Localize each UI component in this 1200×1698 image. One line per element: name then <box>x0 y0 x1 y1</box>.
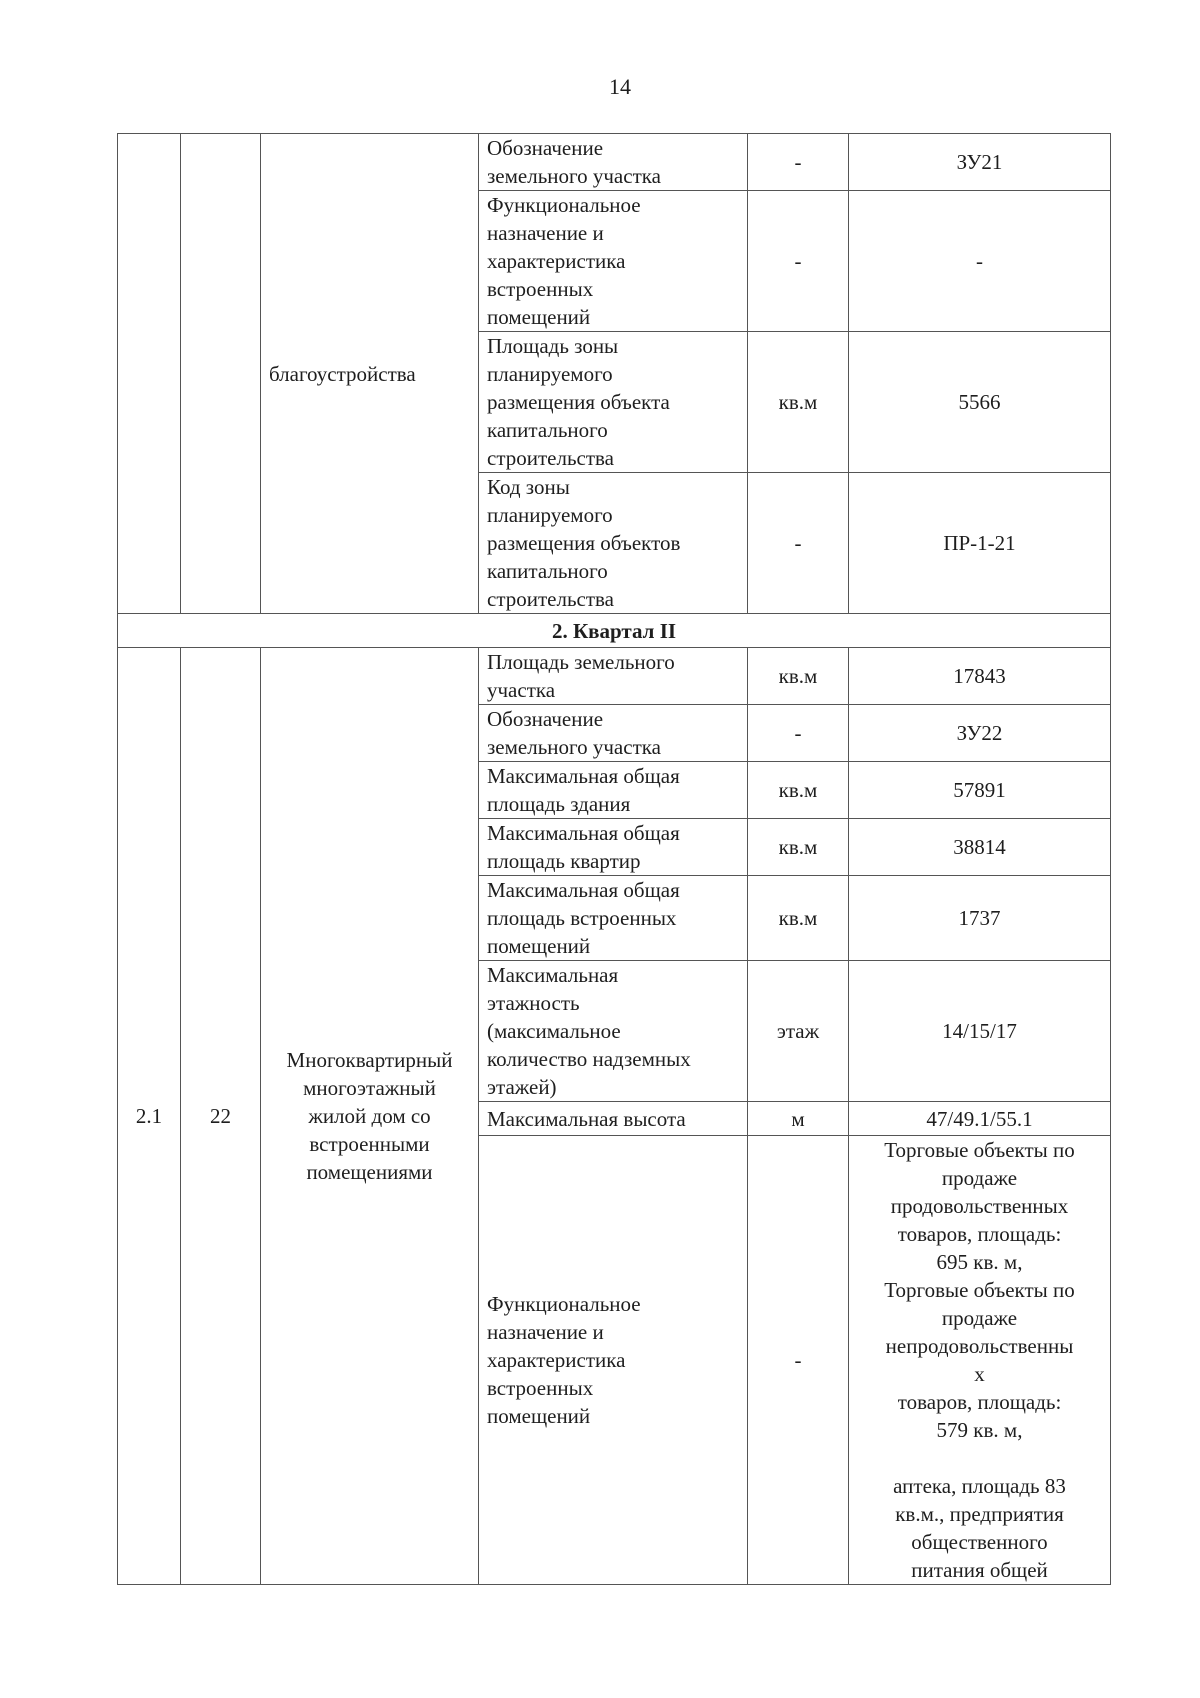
page-number: 14 <box>609 74 631 99</box>
unit-cell: этаж <box>748 961 849 1102</box>
value-cell: 57891 <box>849 762 1111 819</box>
unit-cell: кв.м <box>748 648 849 705</box>
parameter-cell: Максимальная общая площадь встроенных помещений <box>479 876 748 961</box>
value-cell: 5566 <box>849 332 1111 473</box>
table-row <box>118 134 1111 191</box>
parameter-cell: Площадь земельного участка <box>479 648 748 705</box>
parameters-table <box>117 133 1111 1585</box>
value-cell: 1737 <box>849 876 1111 961</box>
object-name-cell: благоустройства <box>261 134 479 614</box>
unit-cell: кв.м <box>748 332 849 473</box>
parameter-cell: Максимальная высота <box>479 1102 748 1136</box>
row-number-cell <box>118 134 181 614</box>
unit-cell: кв.м <box>748 762 849 819</box>
parameter-cell: Код зоны планируемого размещения объектов капитального строительства <box>479 473 748 614</box>
unit-cell: кв.м <box>748 819 849 876</box>
value-cell: - <box>849 191 1111 332</box>
parameter-cell: Максимальная общая площадь здания <box>479 762 748 819</box>
plot-number-cell: 22 <box>181 648 261 1585</box>
parameter-cell: Обозначение земельного участка <box>479 134 748 191</box>
unit-cell: - <box>748 191 849 332</box>
parameter-cell: Площадь зоны планируемого размещения объекта капитального строительства <box>479 332 748 473</box>
unit-cell: - <box>748 705 849 762</box>
value-cell: 14/15/17 <box>849 961 1111 1102</box>
table-row <box>118 648 1111 705</box>
value-cell: ЗУ22 <box>849 705 1111 762</box>
value-cell: 47/49.1/55.1 <box>849 1102 1111 1136</box>
value-cell: Торговые объекты по продаже продовольственных товаров, площадь: 695 кв. м, Торговые объекты по продаже непродовольственны х товаров, площадь: 579 кв. м, аптека, площадь 83 кв.м., предприятия общественного питания общей <box>849 1136 1111 1585</box>
unit-cell: м <box>748 1102 849 1136</box>
section-header-row <box>118 614 1111 648</box>
value-cell: ЗУ21 <box>849 134 1111 191</box>
unit-cell: - <box>748 134 849 191</box>
parameter-cell: Обозначение земельного участка <box>479 705 748 762</box>
section-title: 2. Квартал II <box>118 614 1111 648</box>
plot-number-cell <box>181 134 261 614</box>
parameter-cell: Функциональное назначение и характеристика встроенных помещений <box>479 191 748 332</box>
value-cell: ПР-1-21 <box>849 473 1111 614</box>
row-number-cell: 2.1 <box>118 648 181 1585</box>
unit-cell: - <box>748 1136 849 1585</box>
parameter-cell: Максимальная этажность (максимальное количество надземных этажей) <box>479 961 748 1102</box>
object-name-cell: Многоквартирный многоэтажный жилой дом со встроенными помещениями <box>261 648 479 1585</box>
parameter-cell: Максимальная общая площадь квартир <box>479 819 748 876</box>
value-cell: 38814 <box>849 819 1111 876</box>
unit-cell: - <box>748 473 849 614</box>
unit-cell: кв.м <box>748 876 849 961</box>
parameter-cell: Функциональное назначение и характеристика встроенных помещений <box>479 1136 748 1585</box>
value-cell: 17843 <box>849 648 1111 705</box>
